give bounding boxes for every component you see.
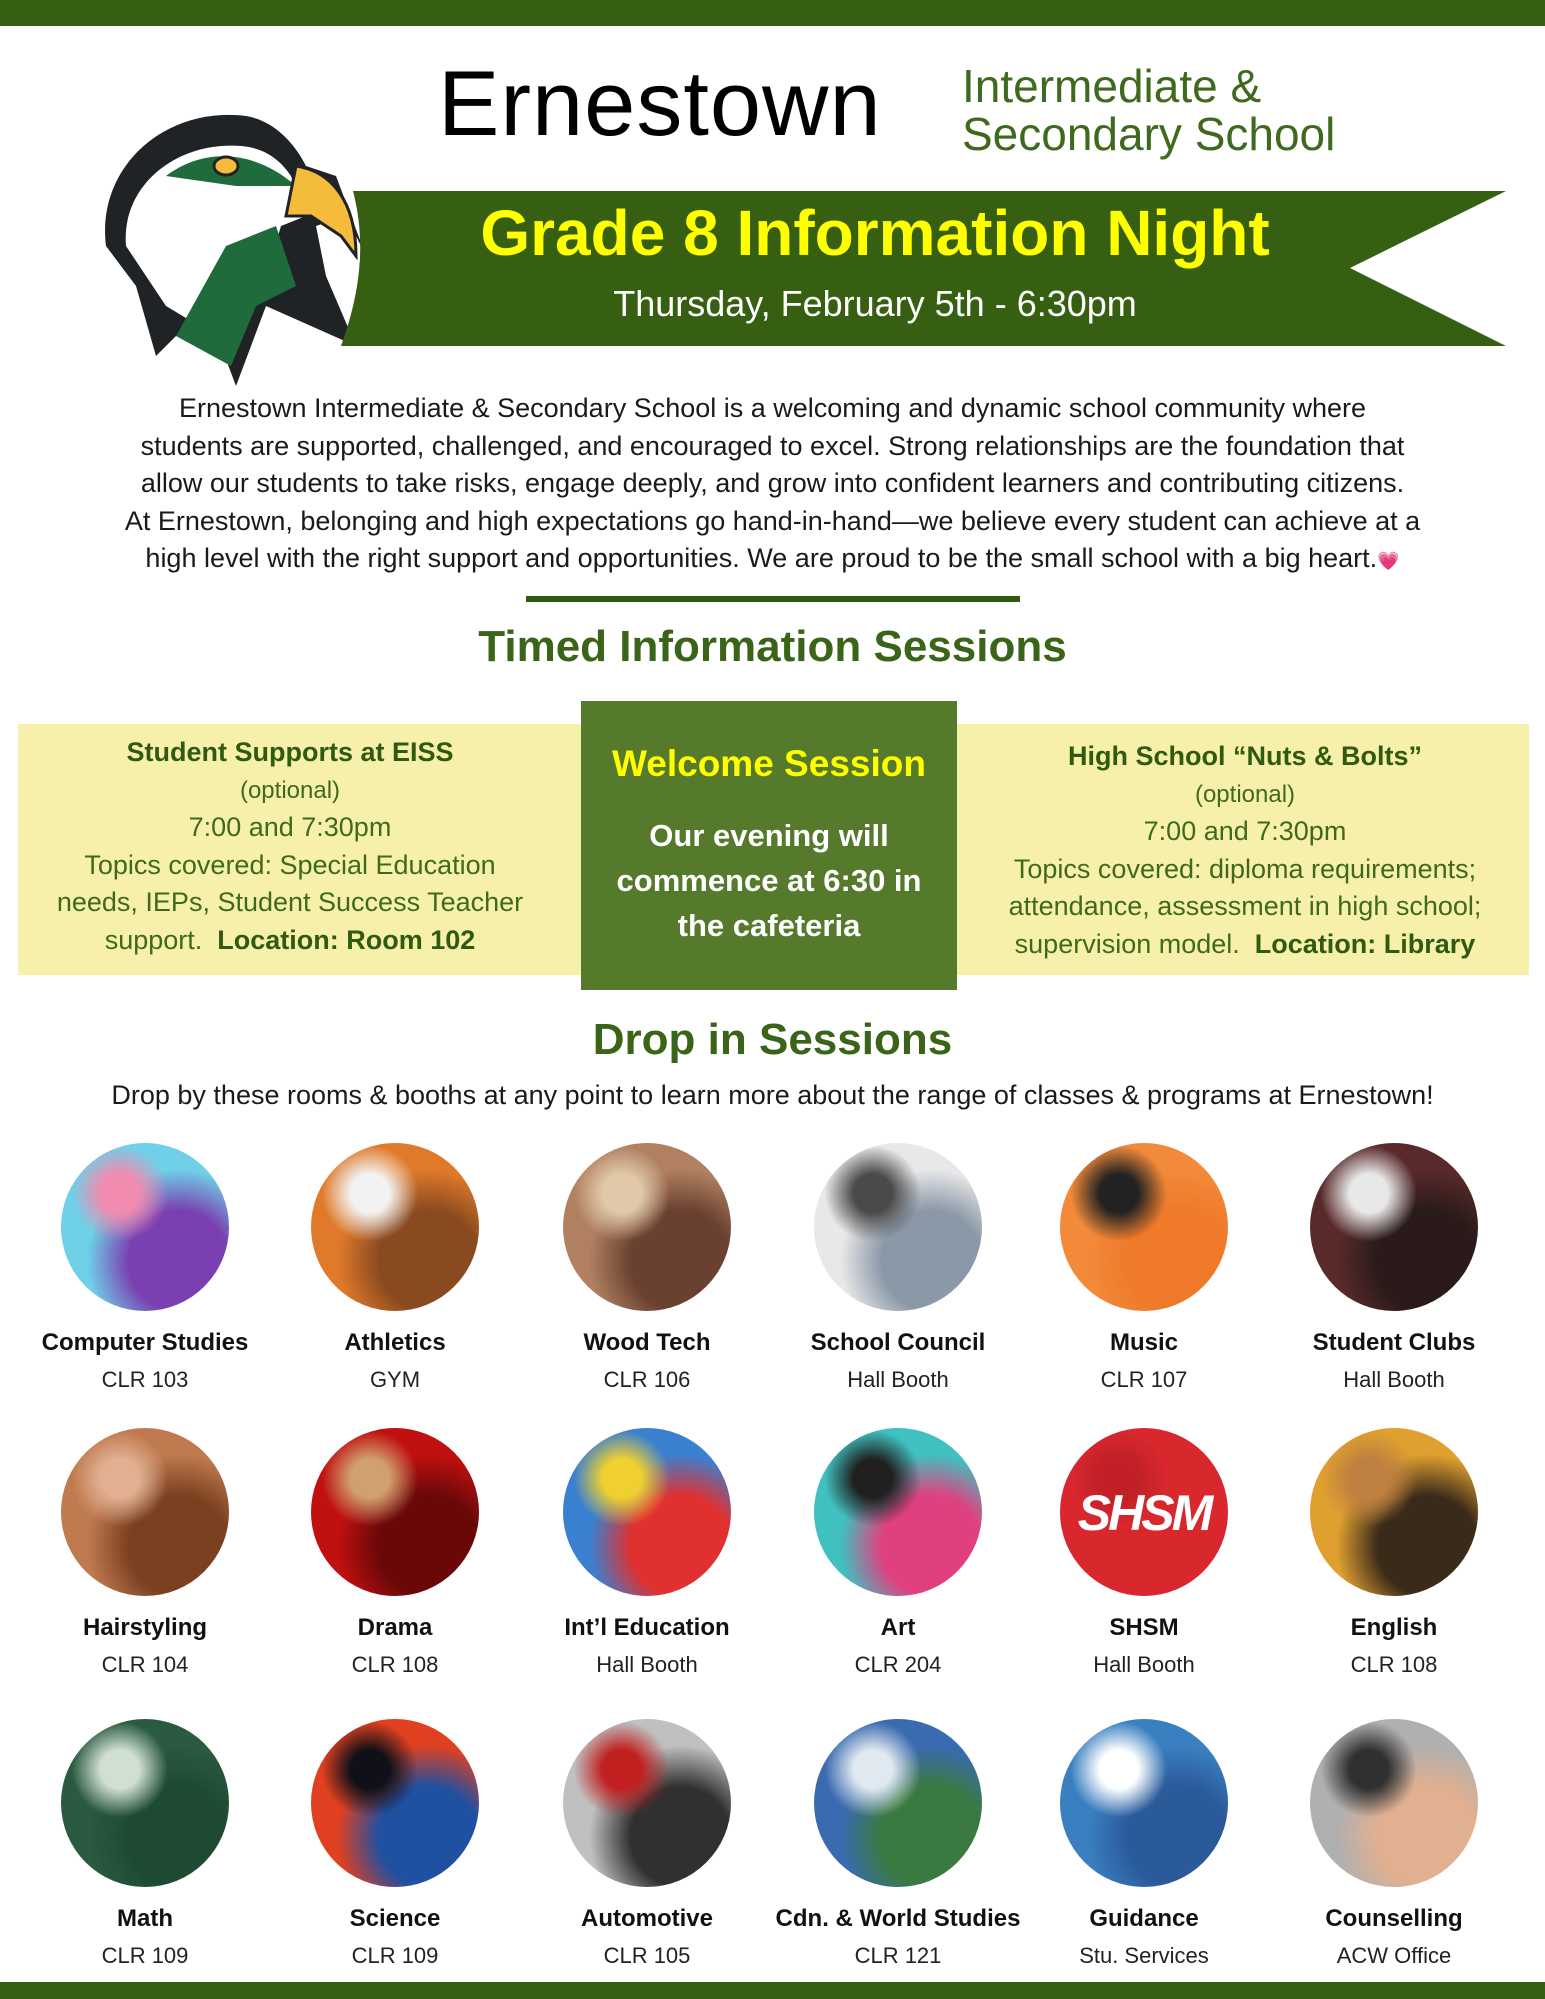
program-location: CLR 105 bbox=[603, 1943, 691, 1968]
heart-icon: 💗 bbox=[1377, 551, 1400, 571]
program-location: GYM bbox=[369, 1367, 421, 1392]
program-name: Music bbox=[1109, 1329, 1178, 1356]
program-name: School Council bbox=[810, 1329, 986, 1356]
program-location: CLR 108 bbox=[351, 1652, 439, 1677]
program-name: SHSM bbox=[1109, 1614, 1179, 1641]
program-location: Hall Booth bbox=[847, 1367, 949, 1392]
program-item bbox=[517, 1428, 777, 1678]
program-location: CLR 204 bbox=[854, 1652, 942, 1677]
session-topics: support. bbox=[104, 924, 203, 955]
session-topics: Topics covered: diploma requirements; bbox=[1013, 853, 1477, 884]
shsm-logo: SHSM bbox=[1077, 1485, 1211, 1541]
school-name: Ernestown bbox=[438, 53, 882, 155]
program-name: Counselling bbox=[1325, 1905, 1463, 1932]
program-image bbox=[1060, 1428, 1228, 1596]
intro-line: high level with the right support and opportunities. We are proud to be the small school with a big heart. bbox=[145, 543, 1378, 573]
program-name: Guidance bbox=[1089, 1905, 1199, 1932]
session-optional: (optional) bbox=[239, 776, 341, 804]
eagle-mascot-logo bbox=[66, 106, 386, 386]
session-optional: (optional) bbox=[1194, 780, 1296, 808]
program-item bbox=[15, 1143, 275, 1393]
session-title: Student Supports at EISS bbox=[126, 737, 454, 767]
session-nuts-and-bolts bbox=[975, 738, 1515, 963]
program-image bbox=[61, 1143, 229, 1311]
program-image bbox=[814, 1719, 982, 1887]
event-title: Grade 8 Information Night bbox=[480, 197, 1270, 269]
program-location: ACW Office bbox=[1336, 1943, 1452, 1968]
drop-in-heading: Drop in Sessions bbox=[592, 1015, 953, 1064]
program-name: English bbox=[1350, 1614, 1438, 1641]
session-location: Location: Room 102 bbox=[217, 924, 476, 955]
program-location: CLR 121 bbox=[854, 1943, 942, 1968]
program-image bbox=[1310, 1143, 1478, 1311]
program-name: Cdn. & World Studies bbox=[775, 1905, 1021, 1932]
session-topics: needs, IEPs, Student Success Teacher bbox=[56, 887, 524, 917]
session-topics: attendance, assessment in high school; bbox=[1008, 891, 1482, 921]
program-item bbox=[517, 1143, 777, 1393]
program-image bbox=[61, 1428, 229, 1596]
session-times: 7:00 and 7:30pm bbox=[1143, 816, 1347, 846]
program-name: Science bbox=[349, 1905, 441, 1932]
program-location: Hall Booth bbox=[1093, 1652, 1195, 1677]
program-location: Stu. Services bbox=[1079, 1943, 1209, 1968]
program-item bbox=[15, 1719, 275, 1969]
session-times: 7:00 and 7:30pm bbox=[188, 812, 392, 842]
drop-in-subtitle: Drop by these rooms & booths at any point to learn more about the range of classes & programs at Ernestown! bbox=[111, 1080, 1434, 1110]
program-location: CLR 109 bbox=[101, 1943, 189, 1968]
program-location: CLR 107 bbox=[1100, 1367, 1188, 1392]
program-image bbox=[311, 1719, 479, 1887]
program-item bbox=[768, 1719, 1028, 1969]
welcome-title: Welcome Session bbox=[612, 743, 926, 784]
program-name: Drama bbox=[357, 1614, 433, 1641]
program-name: Athletics bbox=[344, 1329, 446, 1356]
program-item bbox=[265, 1143, 525, 1393]
program-image bbox=[61, 1719, 229, 1887]
timed-sessions-heading: Timed Information Sessions bbox=[478, 622, 1067, 671]
school-subtitle-line2: Secondary School bbox=[962, 108, 1336, 160]
section-divider bbox=[526, 596, 1020, 602]
program-item bbox=[517, 1719, 777, 1969]
intro-line: Ernestown Intermediate & Secondary School is a welcoming and dynamic school community where bbox=[178, 393, 1367, 423]
program-item bbox=[1264, 1143, 1524, 1393]
program-image bbox=[814, 1428, 982, 1596]
welcome-line: commence at 6:30 in bbox=[616, 863, 922, 898]
program-name: Wood Tech bbox=[583, 1329, 711, 1356]
program-name: Int’l Education bbox=[564, 1614, 730, 1641]
program-item bbox=[1014, 1143, 1274, 1393]
school-subtitle-line1: Intermediate & bbox=[962, 60, 1262, 112]
school-subtitle bbox=[962, 62, 1335, 158]
program-item bbox=[768, 1143, 1028, 1393]
program-image bbox=[1060, 1143, 1228, 1311]
intro-line: allow our students to take risks, engage deeply, and grow into confident learners and contributing citizens. bbox=[140, 468, 1405, 498]
session-topics: supervision model. bbox=[1014, 928, 1240, 959]
program-location: Hall Booth bbox=[596, 1652, 698, 1677]
program-item bbox=[768, 1428, 1028, 1678]
program-image bbox=[814, 1143, 982, 1311]
intro-paragraph bbox=[20, 390, 1525, 581]
program-image bbox=[563, 1719, 731, 1887]
program-name: Art bbox=[880, 1614, 916, 1641]
program-item bbox=[1264, 1428, 1524, 1678]
session-title: High School “Nuts & Bolts” bbox=[1068, 741, 1422, 771]
program-item bbox=[1264, 1719, 1524, 1969]
bottom-border-bar bbox=[0, 1982, 1545, 1999]
program-item bbox=[265, 1719, 525, 1969]
session-student-supports bbox=[20, 734, 560, 959]
top-border-bar bbox=[0, 0, 1545, 26]
program-name: Student Clubs bbox=[1312, 1329, 1476, 1356]
intro-line: students are supported, challenged, and encouraged to excel. Strong relationships are the foundation that bbox=[140, 430, 1405, 461]
program-name: Automotive bbox=[581, 1905, 713, 1932]
program-location: CLR 109 bbox=[351, 1943, 439, 1968]
program-location: CLR 103 bbox=[101, 1367, 189, 1392]
welcome-session-box bbox=[581, 701, 957, 990]
event-date: Thursday, February 5th - 6:30pm bbox=[613, 283, 1137, 324]
program-image bbox=[311, 1143, 479, 1311]
program-image bbox=[563, 1143, 731, 1311]
program-name: Math bbox=[117, 1905, 173, 1932]
program-image bbox=[311, 1428, 479, 1596]
program-image bbox=[563, 1428, 731, 1596]
program-location: CLR 104 bbox=[101, 1652, 189, 1677]
program-image bbox=[1310, 1719, 1478, 1887]
program-name: Computer Studies bbox=[41, 1329, 249, 1356]
program-location: CLR 108 bbox=[1350, 1652, 1438, 1677]
program-location: Hall Booth bbox=[1343, 1367, 1445, 1392]
program-image bbox=[1060, 1719, 1228, 1887]
program-image bbox=[1310, 1428, 1478, 1596]
welcome-line: Our evening will bbox=[649, 818, 889, 853]
program-item bbox=[265, 1428, 525, 1678]
program-name: Hairstyling bbox=[82, 1614, 208, 1641]
session-topics: Topics covered: Special Education bbox=[84, 849, 496, 880]
session-location: Location: Library bbox=[1254, 928, 1476, 959]
program-item bbox=[1014, 1428, 1274, 1678]
welcome-line: the cafeteria bbox=[677, 908, 861, 943]
intro-line: At Ernestown, belonging and high expectations go hand-in-hand—we believe every student can achieve at a bbox=[124, 505, 1421, 536]
program-item bbox=[15, 1428, 275, 1678]
program-item bbox=[1014, 1719, 1274, 1969]
program-location: CLR 106 bbox=[603, 1367, 691, 1392]
